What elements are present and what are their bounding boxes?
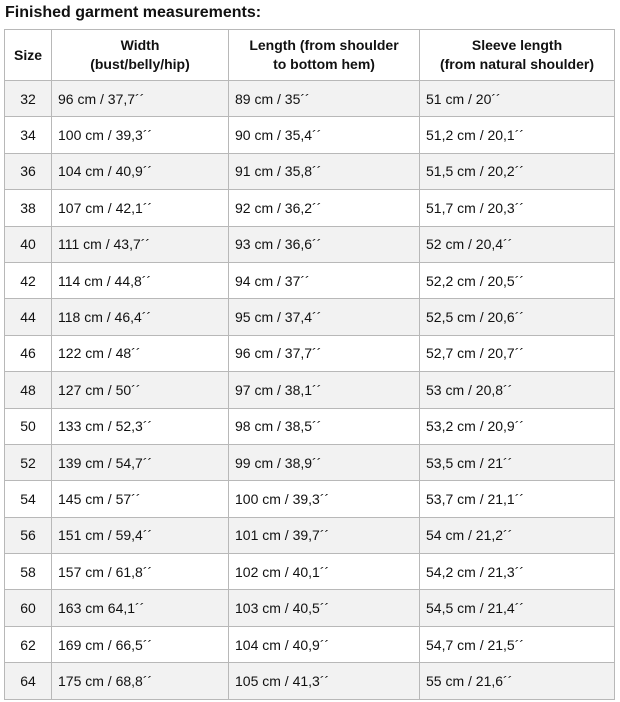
cell-width: 145 cm / 57´´	[52, 481, 229, 517]
cell-sleeve: 52,7 cm / 20,7´´	[420, 335, 615, 371]
cell-width: 133 cm / 52,3´´	[52, 408, 229, 444]
cell-length: 94 cm / 37´´	[229, 262, 420, 298]
table-row	[5, 408, 615, 444]
cell-length: 98 cm / 38,5´´	[229, 408, 420, 444]
header-sleeve-line-2: (from natural shoulder)	[439, 56, 594, 72]
cell-size: 52	[5, 444, 52, 480]
cell-length: 95 cm / 37,4´´	[229, 299, 420, 335]
cell-sleeve: 52,2 cm / 20,5´´	[420, 262, 615, 298]
table-row	[5, 590, 615, 626]
cell-sleeve: 54,2 cm / 21,3´´	[420, 554, 615, 590]
cell-length: 105 cm / 41,3´´	[229, 663, 420, 699]
page-title: Finished garment measurements:	[5, 4, 262, 21]
table-row	[5, 117, 615, 153]
table-row	[5, 190, 615, 226]
cell-width: 96 cm / 37,7´´	[52, 81, 229, 117]
table-row	[5, 81, 615, 117]
table-row	[5, 554, 615, 590]
header-length	[229, 30, 420, 81]
header-size: Size	[5, 30, 52, 81]
cell-length: 99 cm / 38,9´´	[229, 444, 420, 480]
cell-length: 97 cm / 38,1´´	[229, 372, 420, 408]
cell-size: 34	[5, 117, 52, 153]
cell-length: 93 cm / 36,6´´	[229, 226, 420, 262]
header-sleeve-line-1: Sleeve length	[471, 37, 563, 53]
cell-width: 139 cm / 54,7´´	[52, 444, 229, 480]
cell-width: 100 cm / 39,3´´	[52, 117, 229, 153]
cell-size: 38	[5, 190, 52, 226]
table-row	[5, 626, 615, 662]
table-row	[5, 444, 615, 480]
cell-length: 90 cm / 35,4´´	[229, 117, 420, 153]
cell-size: 40	[5, 226, 52, 262]
cell-size: 64	[5, 663, 52, 699]
cell-width: 104 cm / 40,9´´	[52, 153, 229, 189]
table-row	[5, 663, 615, 699]
cell-width: 163 cm 64,1´´	[52, 590, 229, 626]
cell-size: 32	[5, 81, 52, 117]
cell-sleeve: 54,7 cm / 21,5´´	[420, 626, 615, 662]
table-row	[5, 262, 615, 298]
cell-length: 96 cm / 37,7´´	[229, 335, 420, 371]
cell-size: 48	[5, 372, 52, 408]
cell-width: 118 cm / 46,4´´	[52, 299, 229, 335]
header-length-line-1: Length (from shoulder	[249, 37, 399, 53]
cell-sleeve: 53,2 cm / 20,9´´	[420, 408, 615, 444]
header-width-line-1: Width	[120, 37, 160, 53]
cell-sleeve: 53 cm / 20,8´´	[420, 372, 615, 408]
cell-length: 102 cm / 40,1´´	[229, 554, 420, 590]
cell-sleeve: 54,5 cm / 21,4´´	[420, 590, 615, 626]
cell-size: 56	[5, 517, 52, 553]
table-row	[5, 299, 615, 335]
table-row	[5, 335, 615, 371]
cell-width: 157 cm / 61,8´´	[52, 554, 229, 590]
table-body	[5, 81, 615, 700]
cell-size: 62	[5, 626, 52, 662]
cell-sleeve: 52 cm / 20,4´´	[420, 226, 615, 262]
cell-size: 50	[5, 408, 52, 444]
cell-width: 111 cm / 43,7´´	[52, 226, 229, 262]
cell-size: 60	[5, 590, 52, 626]
header-sleeve	[420, 30, 615, 81]
cell-width: 107 cm / 42,1´´	[52, 190, 229, 226]
cell-size: 44	[5, 299, 52, 335]
cell-width: 114 cm / 44,8´´	[52, 262, 229, 298]
cell-sleeve: 53,7 cm / 21,1´´	[420, 481, 615, 517]
measurements-table	[4, 29, 615, 700]
cell-length: 101 cm / 39,7´´	[229, 517, 420, 553]
cell-sleeve: 51,2 cm / 20,1´´	[420, 117, 615, 153]
cell-length: 91 cm / 35,8´´	[229, 153, 420, 189]
cell-sleeve: 54 cm / 21,2´´	[420, 517, 615, 553]
table-row	[5, 153, 615, 189]
header-width-line-2: (bust/belly/hip)	[90, 56, 190, 72]
cell-sleeve: 52,5 cm / 20,6´´	[420, 299, 615, 335]
cell-size: 42	[5, 262, 52, 298]
cell-sleeve: 51,7 cm / 20,3´´	[420, 190, 615, 226]
cell-length: 89 cm / 35´´	[229, 81, 420, 117]
cell-width: 169 cm / 66,5´´	[52, 626, 229, 662]
cell-sleeve: 51,5 cm / 20,2´´	[420, 153, 615, 189]
cell-length: 103 cm / 40,5´´	[229, 590, 420, 626]
table-row	[5, 517, 615, 553]
cell-width: 127 cm / 50´´	[52, 372, 229, 408]
cell-width: 175 cm / 68,8´´	[52, 663, 229, 699]
cell-width: 122 cm / 48´´	[52, 335, 229, 371]
header-row	[5, 30, 615, 81]
cell-size: 36	[5, 153, 52, 189]
cell-size: 58	[5, 554, 52, 590]
cell-length: 104 cm / 40,9´´	[229, 626, 420, 662]
header-length-line-2: to bottom hem)	[273, 56, 375, 72]
cell-sleeve: 55 cm / 21,6´´	[420, 663, 615, 699]
table-row	[5, 372, 615, 408]
table-row	[5, 226, 615, 262]
cell-size: 54	[5, 481, 52, 517]
cell-sleeve: 53,5 cm / 21´´	[420, 444, 615, 480]
cell-length: 100 cm / 39,3´´	[229, 481, 420, 517]
cell-width: 151 cm / 59,4´´	[52, 517, 229, 553]
table-row	[5, 481, 615, 517]
cell-length: 92 cm / 36,2´´	[229, 190, 420, 226]
cell-sleeve: 51 cm / 20´´	[420, 81, 615, 117]
header-width	[52, 30, 229, 81]
table-header	[5, 30, 615, 81]
cell-size: 46	[5, 335, 52, 371]
